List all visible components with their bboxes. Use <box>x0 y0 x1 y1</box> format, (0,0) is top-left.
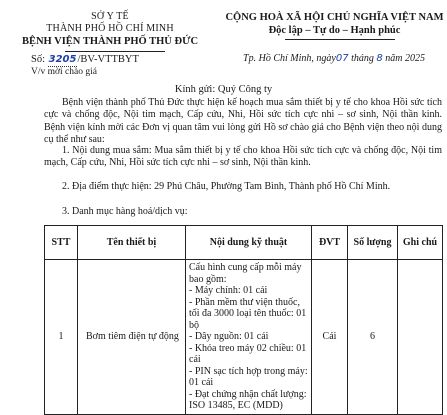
header-qty: Số lượng <box>348 226 398 260</box>
greeting: Kính gửi: Quý Công ty <box>174 84 273 95</box>
date-month: 8 <box>376 53 383 64</box>
location-paragraph: 2. Địa điểm thực hiện: 29 Phú Châu, Phường Tam Bình, Thành phố Hồ Chí Minh. <box>62 181 391 192</box>
document-number-handwritten: 3205 <box>48 54 77 65</box>
motto-underline <box>285 39 395 40</box>
issuer-department: SỞ Y TẾ <box>91 11 129 22</box>
header-spec: Nội dung kỹ thuật <box>186 226 312 260</box>
procurement-content: 1. Nội dung mua sắm: Mua sắm thiết bị y tế cho khoa Hồi sức tích cực và chống độc, Nội tim mạch, Cấp cứu, Nhi, Hồi sức tích cực nhi – sơ sinh, Nội thần kinh. <box>44 145 442 169</box>
header-name: Tên thiết bị <box>78 226 186 260</box>
item-list-heading: 3. Danh mục hàng hoá/dịch vụ: <box>62 206 188 217</box>
header-stt: STT <box>45 226 78 260</box>
table-row <box>45 260 443 415</box>
header-unit: ĐVT <box>312 226 348 260</box>
document-number-suffix: /BV-VTTBYT <box>77 54 139 65</box>
goods-table <box>44 225 443 415</box>
table-header-row <box>45 226 443 260</box>
national-title: CỘNG HOÀ XÃ HỘI CHỦ NGHĨA VIỆT NAM <box>225 12 444 23</box>
date-place: Tp. Hồ Chí Minh, ngày <box>243 53 336 64</box>
row-note <box>398 260 443 415</box>
national-motto-block <box>222 11 447 37</box>
date-month-label: tháng <box>351 53 374 64</box>
header-note: Ghi chú <box>398 226 443 260</box>
row-name: Bơm tiêm điện tự động <box>78 260 186 415</box>
row-spec <box>186 260 312 415</box>
spec-line: - Khóa treo máy 02 chiều: 01 cái <box>189 342 307 365</box>
date-year: năm 2025 <box>385 53 425 64</box>
row-stt: 1 <box>45 260 78 415</box>
issuer-city: THÀNH PHỐ HỒ CHÍ MINH <box>46 23 174 34</box>
document-subject: V/v mời chào giá <box>31 67 97 77</box>
issuer-block <box>0 11 220 48</box>
spec-line: Cấu hình cung cấp mỗi máy bao gồm: <box>189 262 302 285</box>
document-number-prefix: Số: <box>31 54 46 65</box>
row-qty: 6 <box>348 260 398 415</box>
spec-line: - Đạt chứng nhận chất lượng: ISO 13485, EC (MDD) <box>189 388 307 411</box>
spec-line: - PIN sạc tích hợp trong máy: 01 cái <box>189 365 308 388</box>
date-day: 07 <box>335 53 349 64</box>
spec-line: - Phần mềm thư viện thuốc, tối đa 3000 loại tên thuốc: 01 bộ <box>189 296 307 331</box>
intro-paragraph: Bệnh viện thành phố Thủ Đức thực hiện kế hoạch mua sắm thiết bị y tế cho khoa Hồi sức tích cực và chống độc, Nội tim mạch, Cấp cứu, Nhi, Hồi sức tích cực nhi – sơ sinh, Nội thần kinh. Bệnh viện kính mời các Đơn vị quan tâm vui lòng gửi Hồ sơ chào giá cho Bệnh viện theo nội dung cụ thể như sau: <box>44 97 442 145</box>
row-unit: Cái <box>312 260 348 415</box>
issuer-underline <box>65 51 165 52</box>
issuer-hospital: BỆNH VIỆN THÀNH PHỐ THỦ ĐỨC <box>21 36 199 47</box>
spec-line: - Máy chính: 01 cái <box>189 285 268 296</box>
national-motto: Độc lập – Tự do – Hạnh phúc <box>268 25 401 36</box>
document-number <box>31 53 139 67</box>
spec-line: - Dây nguồn: 01 cái <box>189 331 269 342</box>
date-line <box>221 53 447 64</box>
